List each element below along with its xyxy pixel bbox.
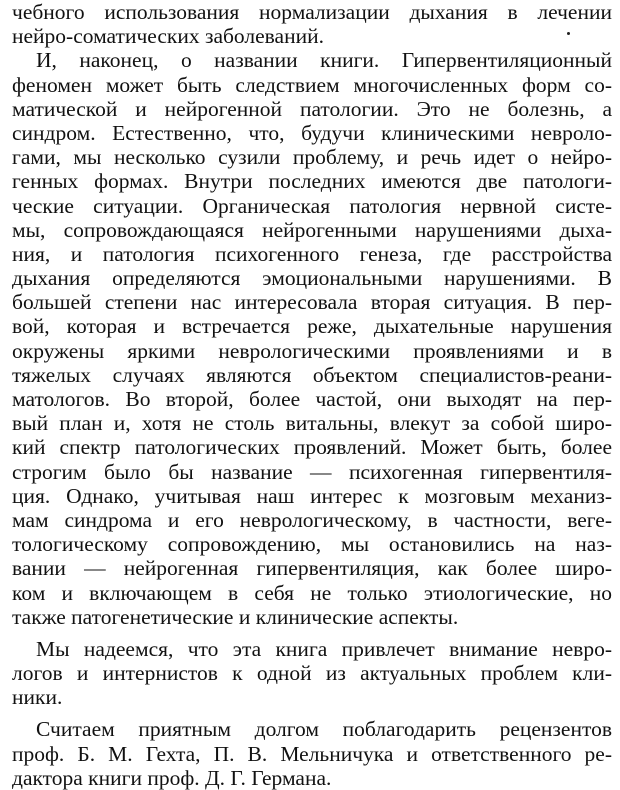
document-page xyxy=(12,0,612,790)
text-line: проф. Б. М. Гехта, П. В. Мельничука и ответственного ре- xyxy=(12,741,612,766)
paragraph xyxy=(12,717,612,790)
text-line: кий спектр патологических проявлений. Может быть, более xyxy=(12,435,612,460)
text-line: чебного использования нормализации дыхания в лечении xyxy=(12,0,612,24)
text-line: нейро-соматических заболеваний. xyxy=(12,24,324,49)
text-line: гами, мы несколько сузили проблему, и речь идет о нейро- xyxy=(12,145,612,170)
paragraph xyxy=(12,0,612,48)
text-line: Мы надеемся, что эта книга привлечет внимание невро- xyxy=(36,636,612,661)
text-line: вый план и, хотя не столь витальны, влекут за собой широ- xyxy=(12,411,612,436)
text-line: ком и включающем в себя не только этиологические, но xyxy=(12,580,612,605)
text-line: также патогенетические и клинические аспекты. xyxy=(12,604,459,629)
text-line: строгим было бы название — психогенная гипервентиля- xyxy=(12,459,612,484)
text-line: вании — нейрогенная гипервентиляция, как более широ- xyxy=(12,556,612,581)
text-line: окружены яркими неврологическими проявлениями и в xyxy=(12,338,612,363)
text-line: мы, сопровождающаяся нейрогенными нарушениями дыха- xyxy=(12,217,612,242)
paragraph xyxy=(12,637,612,710)
text-line: тяжелых случаях являются объектом специалистов-реани- xyxy=(12,362,612,387)
text-line: генных формах. Внутри последних имеются две патологи- xyxy=(12,169,612,194)
paragraph xyxy=(12,48,612,629)
text-line: И, наконец, о названии книги. Гипервентиляционный xyxy=(36,48,612,73)
text-line: дыхания определяются эмоциональными нарушениями. В xyxy=(12,266,612,291)
text-line: вой, которая и встречается реже, дыхательные нарушения xyxy=(12,314,612,339)
text-line: дактора книги проф. Д. Г. Германа. xyxy=(12,765,332,790)
text-line: ники. xyxy=(12,685,63,710)
text-line: ния, и патология психогенного генеза, где расстройства xyxy=(12,241,612,266)
text-line: ческие ситуации. Органическая патология нервной систе- xyxy=(12,193,612,218)
text-line: матической и нейрогенной патологии. Это не болезнь, а xyxy=(12,96,612,121)
text-line: мам синдрома и его неврологическому, в частности, веге- xyxy=(12,507,612,532)
print-speck xyxy=(567,32,570,35)
text-line: логов и интернистов к одной из актуальных проблем кли- xyxy=(12,661,612,686)
text-line: феномен может быть следствием многочисленных форм со- xyxy=(12,72,612,97)
text-line: ция. Однако, учитывая наш интерес к мозговым механиз- xyxy=(12,483,612,508)
text-line: тологическому сопровождению, мы остановились на наз- xyxy=(12,532,612,557)
text-line: большей степени нас интересовала вторая ситуация. В пер- xyxy=(12,290,612,315)
text-line: синдром. Естественно, что, будучи клиническими невроло- xyxy=(12,120,612,145)
text-line: матологов. Во второй, более частой, они выходят на пер- xyxy=(12,387,612,411)
text-line: Считаем приятным долгом поблагодарить рецензентов xyxy=(36,717,612,742)
